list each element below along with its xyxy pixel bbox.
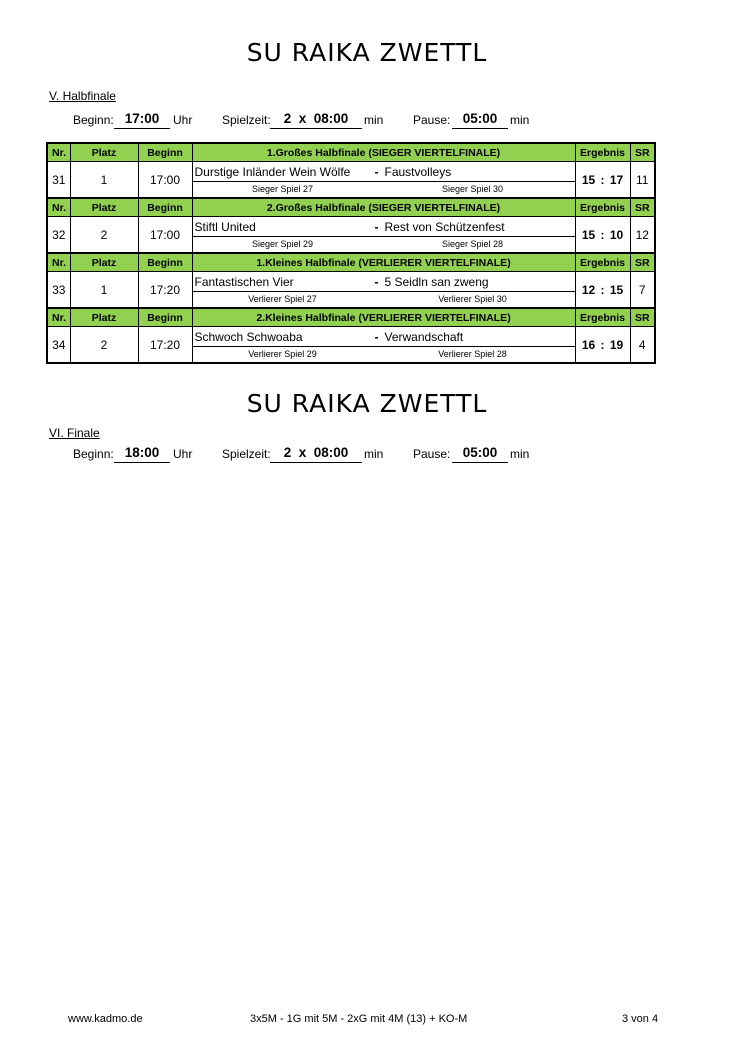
score-colon: : (600, 282, 605, 297)
col-platz-header: Platz (70, 253, 138, 272)
col-nr-header: Nr. (47, 253, 70, 272)
game-match (192, 162, 575, 199)
score-2: 15 (609, 282, 624, 297)
col-ergebnis-header: Ergebnis (575, 143, 630, 162)
source-2: Sieger Spiel 28 (441, 238, 504, 249)
min-label: min (510, 113, 530, 127)
game-result (575, 162, 630, 199)
game-heading: 1.Kleines Halbfinale (VERLIERER VIERTELFINALE) (192, 253, 575, 272)
score-colon: : (600, 337, 605, 352)
col-nr-header: Nr. (47, 308, 70, 327)
team-2: 5 Seidln san zweng (384, 274, 489, 289)
game-header-row (47, 253, 655, 272)
match-sources (193, 347, 575, 361)
col-ergebnis-header: Ergebnis (575, 198, 630, 217)
col-nr-header: Nr. (47, 198, 70, 217)
match-teams (193, 274, 575, 292)
col-beginn-header: Beginn (138, 253, 192, 272)
source-2: Verlierer Spiel 30 (438, 293, 507, 304)
source-1: Verlierer Spiel 27 (248, 293, 317, 304)
beginn-label: Beginn: (73, 113, 114, 127)
game-sr: 12 (630, 217, 655, 254)
team-1: Schwoch Schwoaba (194, 329, 303, 344)
col-beginn-header: Beginn (138, 308, 192, 327)
footer-website: www.kadmo.de (68, 1013, 143, 1025)
page-title-finale: SU RAIKA ZWETTL (246, 389, 488, 418)
team-separator: - (374, 219, 379, 234)
min-label: min (364, 447, 384, 461)
match-teams (193, 329, 575, 347)
score-2: 10 (609, 227, 624, 242)
game-platz: 2 (70, 217, 138, 254)
game-platz: 1 (70, 162, 138, 199)
game-sr: 7 (630, 272, 655, 309)
team-1: Fantastischen Vier (194, 274, 294, 289)
col-beginn-header: Beginn (138, 143, 192, 162)
game-platz: 2 (70, 327, 138, 364)
beginn-value: 17:00 (114, 111, 170, 129)
beginn-value: 18:00 (114, 445, 170, 463)
game-row (47, 217, 655, 254)
col-platz-header: Platz (70, 308, 138, 327)
col-platz-header: Platz (70, 198, 138, 217)
game-beginn: 17:20 (138, 327, 192, 364)
section-label-finale: VI. Finale (49, 426, 100, 440)
uhr-label: Uhr (173, 113, 193, 127)
pause-value: 05:00 (452, 111, 508, 129)
game-row (47, 162, 655, 199)
spielzeit-value: 2 x 08:00 (270, 111, 362, 129)
team-1: Stiftl United (194, 219, 256, 234)
section-label-halbfinale: V. Halbfinale (49, 89, 116, 103)
game-heading: 1.Großes Halbfinale (SIEGER VIERTELFINALE) (192, 143, 575, 162)
game-row (47, 327, 655, 364)
pause-label: Pause: (413, 113, 451, 127)
col-sr-header: SR (630, 198, 655, 217)
match-teams (193, 164, 575, 182)
game-sr: 11 (630, 162, 655, 199)
game-row (47, 272, 655, 309)
col-platz-header: Platz (70, 143, 138, 162)
team-separator: - (374, 329, 379, 344)
min-label: min (510, 447, 530, 461)
score-1: 15 (581, 172, 596, 187)
match-sources (193, 237, 575, 251)
source-2: Sieger Spiel 30 (441, 183, 504, 194)
col-sr-header: SR (630, 253, 655, 272)
score-1: 16 (581, 337, 596, 352)
col-ergebnis-header: Ergebnis (575, 308, 630, 327)
score-colon: : (600, 172, 605, 187)
game-result (575, 272, 630, 309)
game-nr: 34 (47, 327, 70, 364)
team-separator: - (374, 274, 379, 289)
game-header-row (47, 308, 655, 327)
source-1: Sieger Spiel 27 (251, 183, 314, 194)
game-nr: 33 (47, 272, 70, 309)
game-platz: 1 (70, 272, 138, 309)
game-sr: 4 (630, 327, 655, 364)
score-colon: : (600, 227, 605, 242)
beginn-label: Beginn: (73, 447, 114, 461)
game-nr: 31 (47, 162, 70, 199)
pause-label: Pause: (413, 447, 451, 461)
match-sources (193, 292, 575, 306)
col-sr-header: SR (630, 143, 655, 162)
min-label: min (364, 113, 384, 127)
col-beginn-header: Beginn (138, 198, 192, 217)
match-teams (193, 219, 575, 237)
score-1: 12 (581, 282, 596, 297)
game-header-row (47, 198, 655, 217)
score-1: 15 (581, 227, 596, 242)
spielzeit-value: 2 x 08:00 (270, 445, 362, 463)
game-beginn: 17:20 (138, 272, 192, 309)
team-2: Rest von Schützenfest (384, 219, 505, 234)
game-heading: 2.Kleines Halbfinale (VERLIERER VIERTELFINALE) (192, 308, 575, 327)
game-match (192, 217, 575, 254)
source-2: Verlierer Spiel 28 (438, 348, 507, 359)
game-match (192, 272, 575, 309)
game-heading: 2.Großes Halbfinale (SIEGER VIERTELFINALE) (192, 198, 575, 217)
col-ergebnis-header: Ergebnis (575, 253, 630, 272)
score-2: 19 (609, 337, 624, 352)
team-1: Durstige Inländer Wein Wölfe (194, 164, 351, 179)
game-result (575, 327, 630, 364)
halbfinale-table (46, 142, 656, 364)
match-sources (193, 182, 575, 196)
footer-page-number: 3 von 4 (622, 1013, 659, 1025)
footer-mode: 3x5M - 1G mit 5M - 2xG mit 4M (13) + KO-M (250, 1013, 468, 1025)
spielzeit-label: Spielzeit: (222, 113, 271, 127)
pause-value: 05:00 (452, 445, 508, 463)
score-2: 17 (609, 172, 624, 187)
source-1: Verlierer Spiel 29 (248, 348, 317, 359)
team-2: Verwandschaft (384, 329, 464, 344)
game-header-row (47, 143, 655, 162)
game-nr: 32 (47, 217, 70, 254)
page-title: SU RAIKA ZWETTL (246, 38, 488, 67)
spielzeit-label: Spielzeit: (222, 447, 271, 461)
game-beginn: 17:00 (138, 217, 192, 254)
col-nr-header: Nr. (47, 143, 70, 162)
game-match (192, 327, 575, 364)
game-result (575, 217, 630, 254)
game-beginn: 17:00 (138, 162, 192, 199)
col-sr-header: SR (630, 308, 655, 327)
uhr-label: Uhr (173, 447, 193, 461)
team-2: Faustvolleys (384, 164, 452, 179)
team-separator: - (374, 164, 379, 179)
source-1: Sieger Spiel 29 (251, 238, 314, 249)
